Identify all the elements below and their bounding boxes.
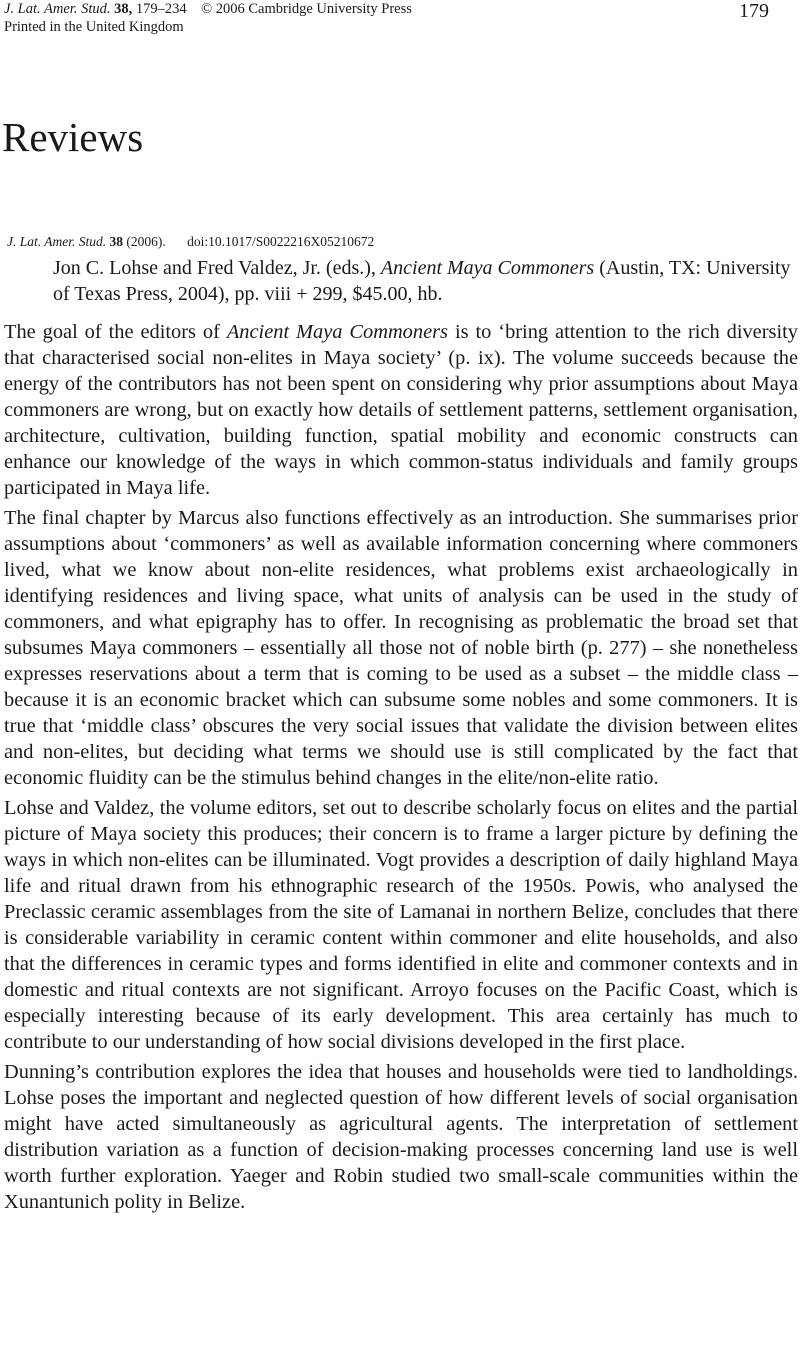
section-title: Reviews [2, 114, 144, 160]
running-head [4, 0, 412, 18]
citation-doi: doi:10.1017/S0022216X05210672 [187, 234, 375, 249]
citation-year: (2006). [126, 234, 166, 249]
citation-volume: 38 [109, 234, 124, 249]
paragraph-1-book-title: Ancient Maya Commoners [226, 321, 448, 343]
paragraph-2: The final chapter by Marcus also functions effectively as an introduction. She summarises prior assumptions about ‘commoners’ as well as available information concerning where commoners lived, what we know about non-elite residences, what problems exist archaeologically in identifying residences and living space, what units of analysis can be used in the study of commoners, and what epigraphy has to offer. In recognising as problematic the broad set that subsumes Maya commoners – essentially all those not of noble birth (p. 277) – she nonetheless expresses reservations about a term that is coming to be used as a subset – the middle class – because it is an economic bracket which can subsume some nobles and some commoners. It is true that ‘middle class’ obscures the very social issues that validate the division between elites and non-elites, but deciding what terms we should use is still complicated by the fact that economic fluidity can be the stimulus behind changes in the elite/non-elite ratio. [4, 507, 798, 789]
paragraph-3: Lohse and Valdez, the volume editors, set out to describe scholarly focus on elites and the partial picture of Maya society this produces; their concern is to frame a larger picture by defining the ways in which non-elites can be illuminated. Vogt provides a description of daily highland Maya life and ritual drawn from his ethnographic research of the 1950s. Powis, who analysed the Preclassic ceramic assemblages from the site of Lamanai in northern Belize, concludes that there is considerable variability in ceramic content within commoner and elite households, and also that the differences in ceramic types and forms identified in elite and commoner contexts and in domestic and ritual contexts are not significant. Arroyo focuses on the Pacific Coast, which is especially interesting because of its early development. This area certainly has much to contribute to our understanding of how social divisions developed in the first place. [4, 797, 798, 1053]
paragraph-4: Dunning’s contribution explores the idea that houses and households were tied to landholdings. Lohse poses the important and neglected question of how different levels of social organisation might have acted simultaneously as agricultural agents. The interpretation of settlement distribution variation as a function of decision-making processes concerning land use is well worth further exploration. Yaeger and Robin studied two small-scale communities within the Xunantunich polity in Belize. [4, 1061, 798, 1213]
book-editors: Jon C. Lohse and Fred Valdez, Jr. (eds.), [53, 257, 376, 279]
review-body [4, 319, 798, 1215]
copyright-notice: © 2006 Cambridge University Press [201, 1, 412, 17]
page-range: 179–234 [135, 1, 187, 17]
journal-volume: 38, [114, 1, 133, 17]
page-number: 179 [739, 0, 769, 22]
paragraph-1 [4, 319, 798, 501]
book-reference [53, 255, 793, 307]
paragraph-1-lead: The goal of the editors of [4, 321, 220, 343]
paragraph-1-rest: is to ‘bring attention to the rich diversity that characterised social non-elites in Maya society’ (p. ix). The volume succeeds because the energy of the contributors has not been spent on considering why prior assumptions about Maya commoners are wrong, but on exactly how details of settlement patterns, settlement organisation, architecture, cultivation, building function, spatial mobility and economic constructs can enhance our knowledge of the ways in which common-status individuals and family groups participated in Maya life. [4, 321, 798, 499]
book-title: Ancient Maya Commoners [380, 257, 595, 279]
printed-notice: Printed in the United Kingdom [4, 19, 184, 35]
citation-journal: J. Lat. Amer. Stud. [7, 234, 107, 249]
book-publication: (Austin, TX: University of Texas Press, 2004), pp. viii + 299, $45.00, hb. [53, 257, 791, 305]
review-citation [7, 234, 374, 250]
journal-abbrev: J. Lat. Amer. Stud. [4, 1, 111, 17]
